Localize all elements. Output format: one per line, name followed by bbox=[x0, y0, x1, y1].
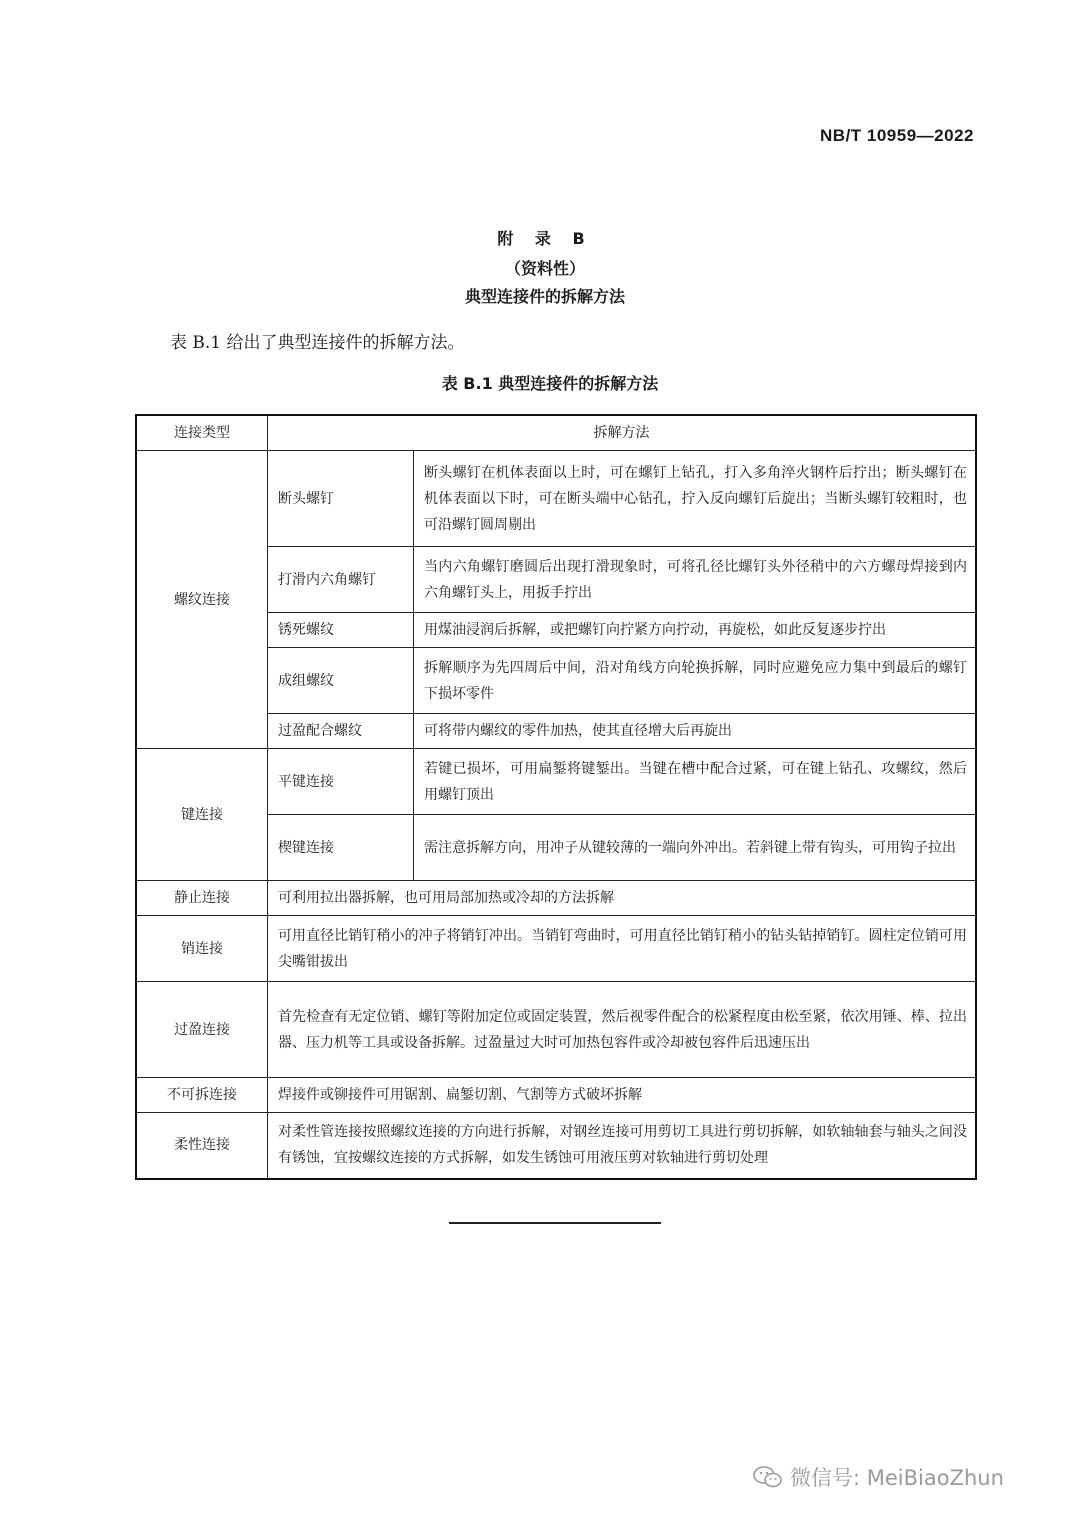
method-cell: 当内六角螺钉磨圆后出现打滑现象时，可将孔径比螺钉头外径稍中的六方螺母焊接到内六角螺钉头上，用扳手拧出 bbox=[414, 547, 977, 613]
method-cell: 需注意拆解方向，用冲子从键较薄的一端向外冲出。若斜键上带有钩头，可用钩子拉出 bbox=[414, 815, 977, 881]
method-cell: 可用直径比销钉稍小的冲子将销钉冲出。当销钉弯曲时，可用直径比销钉稍小的钻头钻掉销钉。圆柱定位销可用尖嘴钳拔出 bbox=[268, 916, 977, 982]
type-cell: 过盈连接 bbox=[136, 982, 268, 1078]
type-cell: 销连接 bbox=[136, 916, 268, 982]
watermark-text: 微信号: MeiBiaoZhun bbox=[790, 1466, 1004, 1490]
subtype-cell: 过盈配合螺纹 bbox=[268, 714, 414, 749]
header-connection-type: 连接类型 bbox=[136, 415, 268, 451]
subtype-cell: 断头螺钉 bbox=[268, 451, 414, 547]
subtype-cell: 锈死螺纹 bbox=[268, 613, 414, 648]
appendix-nature: （资料性） bbox=[504, 259, 585, 278]
method-cell: 首先检查有无定位销、螺钉等附加定位或固定装置，然后视零件配合的松紧程度由松至紧，依次用锤、棒、拉出器、压力机等工具或设备拆解。过盈量过大时可加热包容件或冷却被包容件后迅速压出 bbox=[268, 982, 977, 1078]
type-cell: 键连接 bbox=[136, 749, 268, 881]
method-cell: 焊接件或铆接件可用锯割、扁錾切割、气割等方式破坏拆解 bbox=[268, 1078, 977, 1113]
method-cell: 可利用拉出器拆解，也可用局部加热或冷却的方法拆解 bbox=[268, 881, 977, 916]
intro-paragraph: 表 B.1 给出了典型连接件的拆解方法。 bbox=[170, 333, 465, 353]
subtype-cell: 平键连接 bbox=[268, 749, 414, 815]
wechat-icon bbox=[752, 1465, 784, 1489]
end-rule bbox=[449, 1222, 661, 1224]
subtype-cell: 成组螺纹 bbox=[268, 648, 414, 714]
table-row bbox=[136, 916, 976, 982]
appendix-title: 附 录 B bbox=[497, 229, 593, 248]
subtype-cell: 打滑内六角螺钉 bbox=[268, 547, 414, 613]
table-row bbox=[136, 1078, 976, 1113]
header-method: 拆解方法 bbox=[268, 415, 977, 451]
method-cell: 若键已损坏，可用扁錾将键錾出。当键在槽中配合过紧，可在键上钻孔、攻螺纹，然后用螺钉顶出 bbox=[414, 749, 977, 815]
method-cell: 对柔性管连接按照螺纹连接的方向进行拆解，对钢丝连接可用剪切工具进行剪切拆解，如软轴轴套与轴头之间没有锈蚀，宜按螺纹连接的方式拆解，如发生锈蚀可用液压剪对软轴进行剪切处理 bbox=[268, 1113, 977, 1179]
table-row bbox=[136, 749, 976, 815]
type-cell: 不可拆连接 bbox=[136, 1078, 268, 1113]
appendix-subject: 典型连接件的拆解方法 bbox=[464, 287, 625, 306]
table-row bbox=[136, 881, 976, 916]
subtype-cell: 楔键连接 bbox=[268, 815, 414, 881]
type-cell: 静止连接 bbox=[136, 881, 268, 916]
watermark bbox=[752, 1462, 1004, 1492]
method-cell: 拆解顺序为先四周后中间，沿对角线方向轮换拆解，同时应避免应力集中到最后的螺钉下损坏零件 bbox=[414, 648, 977, 714]
method-cell: 断头螺钉在机体表面以上时，可在螺钉上钻孔，打入多角淬火钢杵后拧出；断头螺钉在机体表面以下时，可在断头端中心钻孔，拧入反向螺钉后旋出；当断头螺钉较粗时，也可沿螺钉圆周剔出 bbox=[414, 451, 977, 547]
table-caption: 表 B.1 典型连接件的拆解方法 bbox=[441, 374, 659, 393]
method-cell: 用煤油浸润后拆解，或把螺钉向拧紧方向拧动，再旋松，如此反复逐步拧出 bbox=[414, 613, 977, 648]
table-header-row bbox=[136, 415, 976, 451]
disassembly-table bbox=[135, 414, 977, 1180]
table-row bbox=[136, 982, 976, 1078]
table-row bbox=[136, 1113, 976, 1179]
type-cell: 螺纹连接 bbox=[136, 451, 268, 749]
method-cell: 可将带内螺纹的零件加热，使其直径增大后再旋出 bbox=[414, 714, 977, 749]
standard-code: NB/T 10959—2022 bbox=[820, 126, 974, 145]
table-row bbox=[136, 451, 976, 547]
type-cell: 柔性连接 bbox=[136, 1113, 268, 1179]
